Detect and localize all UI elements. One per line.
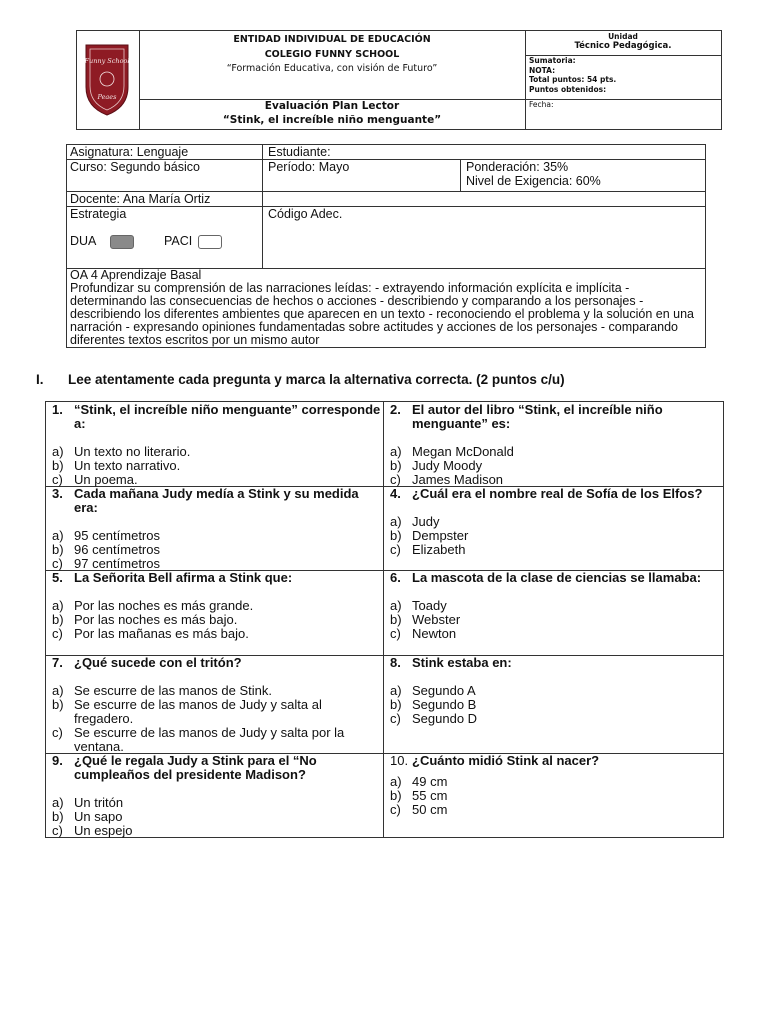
option-b[interactable]: b) Judy Moody — [390, 458, 483, 473]
option-a[interactable]: a) Megan McDonald — [390, 444, 514, 459]
question-10: 10. ¿Cuánto midió Stink al nacer? a) 49 cm b) 55 cm c) 50 cm — [384, 754, 722, 817]
question-text: La mascota de la clase de ciencias se llamaba: — [412, 570, 702, 585]
paci-label: PACI — [164, 234, 193, 248]
option-a[interactable]: a) 49 cm — [390, 774, 448, 789]
school-name: COLEGIO FUNNY SCHOOL — [264, 49, 400, 60]
student-label: Estudiante: — [268, 145, 331, 159]
option-c[interactable]: c) Segundo D — [390, 711, 478, 726]
school-logo — [82, 41, 132, 117]
obtained-points-label: Puntos obtenidos: — [529, 84, 607, 94]
question-text: El autor del libro “Stink, el increíble niño menguante” es: — [412, 402, 663, 431]
oa-title: OA 4 Aprendizaje Basal — [70, 268, 202, 282]
question-9: 9. ¿Qué le regala Judy a Stink para el “No cumpleaños del presidente Madison? a) Un tritón b) Un sapo c) Un espejo — [46, 754, 383, 838]
option-c[interactable]: c) Un poema. — [52, 472, 138, 487]
option-b[interactable]: b) 55 cm — [390, 788, 448, 803]
oa-text: Profundizar su comprensión de las narraciones leídas: - extrayendo información explícita e implícita - determinando las consecuencias de hechos o acciones - describiendo y comparando a los personajes - describiendo los diferentes ambientes que aparecen en un texto - reconociendo el problema y la solución en una narración - expresando opiniones fundamentadas sobre actitudes y acciones de los personajes - comparando diferentes textos escritos por un mismo autor — [70, 281, 695, 347]
date-label: Fecha: — [529, 100, 554, 109]
option-c[interactable]: c) Se escurre de las manos de Judy y salta por la ventana. — [52, 725, 345, 754]
sumatoria-label: Sumatoria: — [529, 56, 576, 65]
document-header — [76, 30, 722, 130]
logo-cell — [77, 31, 140, 129]
question-text: La Señorita Bell afirma a Stink que: — [74, 570, 293, 585]
student-info-table — [66, 144, 706, 348]
option-a[interactable]: a) Un tritón — [52, 795, 124, 810]
option-b[interactable]: b) Se escurre de las manos de Judy y salta al fregadero. — [52, 697, 322, 726]
option-b[interactable]: b) Webster — [390, 612, 461, 627]
questions-grid — [45, 401, 724, 838]
option-a[interactable]: a) Segundo A — [390, 683, 476, 698]
question-7: 7. ¿Qué sucede con el tritón? a) Se escurre de las manos de Stink. b) Se escurre de las manos de Judy y salta al fregadero. c) Se escurre de las manos de Judy y salta por la ventana. — [46, 656, 383, 754]
score-cell — [525, 55, 721, 100]
option-b[interactable]: b) Un texto narrativo. — [52, 458, 181, 473]
unit-line2: Técnico Pedagógica. — [574, 40, 672, 51]
option-a[interactable]: a) Toady — [390, 598, 447, 613]
course: Curso: Segundo básico — [70, 160, 200, 174]
school-motto: “Formación Educativa, con visión de Futuro” — [226, 63, 438, 74]
dua-label: DUA — [70, 234, 97, 248]
option-b[interactable]: b) Segundo B — [390, 697, 477, 712]
option-b[interactable]: b) Por las noches es más bajo. — [52, 612, 238, 627]
question-4: 4. ¿Cuál era el nombre real de Sofía de los Elfos? a) Judy b) Dempster c) Elizabeth — [384, 487, 722, 557]
section-title: Lee atentamente cada pregunta y marca la alternativa correcta. (2 puntos c/u) — [68, 372, 565, 387]
question-text: Stink estaba en: — [412, 655, 512, 670]
question-1: 1. “Stink, el increíble niño menguante” corresponde a: a) Un texto no literario. b) Un texto narrativo. c) Un poema. — [46, 403, 383, 487]
question-3: 3. Cada mañana Judy medía a Stink y su medida era: a) 95 centímetros b) 96 centímetros c) 97 centímetros — [46, 487, 383, 571]
option-a[interactable]: a) Se escurre de las manos de Stink. — [52, 683, 272, 698]
question-8: 8. Stink estaba en: a) Segundo A b) Segundo B c) Segundo D — [384, 656, 722, 726]
adec-code-label: Código Adec. — [268, 207, 343, 221]
entity-name: ENTIDAD INDIVIDUAL DE EDUCACIÓN — [233, 34, 431, 45]
section-heading — [36, 372, 565, 387]
option-a[interactable]: a) Por las noches es más grande. — [52, 598, 254, 613]
total-points: Total puntos: 54 pts. — [529, 75, 617, 84]
evaluation-title: Evaluación Plan Lector — [264, 100, 400, 112]
question-6: 6. La mascota de la clase de ciencias se llamaba: a) Toady b) Webster c) Newton — [384, 571, 722, 641]
option-c[interactable]: c) 50 cm — [390, 802, 448, 817]
logo-text-bottom: Peaes — [97, 93, 117, 101]
question-2: 2. El autor del libro “Stink, el increíble niño menguante” es: a) Megan McDonald b) Judy Moody c) James Madison — [384, 403, 722, 487]
unit-line1: Unidad — [608, 32, 638, 41]
option-c[interactable]: c) Un espejo — [52, 823, 133, 838]
dua-toggle[interactable] — [110, 235, 134, 249]
option-c[interactable]: c) 97 centímetros — [52, 556, 160, 571]
subject: Asignatura: Lenguaje — [70, 145, 189, 159]
question-5: 5. La Señorita Bell afirma a Stink que: a) Por las noches es más grande. b) Por las noches es más bajo. c) Por las mañanas es más bajo. — [46, 571, 383, 641]
section-number: I. — [36, 372, 44, 387]
date-cell — [525, 99, 721, 129]
teacher: Docente: Ana María Ortiz — [70, 192, 211, 206]
paci-toggle[interactable] — [198, 235, 222, 249]
question-text: ¿Qué sucede con el tritón? — [74, 655, 242, 670]
school-info — [139, 31, 526, 100]
logo-text-top: Funny School — [84, 57, 130, 65]
evaluation-title-cell — [139, 99, 526, 129]
nota-label: NOTA: — [529, 65, 556, 75]
option-c[interactable]: c) James Madison — [390, 472, 504, 487]
option-a[interactable]: a) 95 centímetros — [52, 528, 160, 543]
option-a[interactable]: a) Un texto no literario. — [52, 444, 191, 459]
paci-option — [161, 233, 225, 249]
demand-level: Nivel de Exigencia: 60% — [466, 174, 601, 188]
unit-cell — [525, 31, 721, 56]
question-text: ¿Cuánto midió Stink al nacer? — [412, 753, 600, 768]
option-b[interactable]: b) Un sapo — [52, 809, 123, 824]
weighting: Ponderación: 35% — [466, 160, 569, 174]
option-a[interactable]: a) Judy — [390, 514, 440, 529]
evaluation-subtitle: “Stink, el increíble niño menguante” — [222, 114, 442, 126]
question-text: Cada mañana Judy medía a Stink y su medida era: — [74, 486, 359, 515]
period: Período: Mayo — [268, 160, 350, 174]
option-b[interactable]: b) Dempster — [390, 528, 469, 543]
strategy-label: Estrategia — [70, 207, 127, 221]
option-c[interactable]: c) Por las mañanas es más bajo. — [52, 626, 249, 641]
learning-objective — [67, 269, 705, 347]
dua-option — [67, 233, 137, 249]
question-text: ¿Qué le regala Judy a Stink para el “No cumpleaños del presidente Madison? — [74, 753, 317, 782]
question-text: “Stink, el increíble niño menguante” corresponde a: — [74, 402, 381, 431]
option-b[interactable]: b) 96 centímetros — [52, 542, 160, 557]
option-c[interactable]: c) Newton — [390, 626, 457, 641]
question-text: ¿Cuál era el nombre real de Sofía de los Elfos? — [412, 486, 703, 501]
option-c[interactable]: c) Elizabeth — [390, 542, 466, 557]
